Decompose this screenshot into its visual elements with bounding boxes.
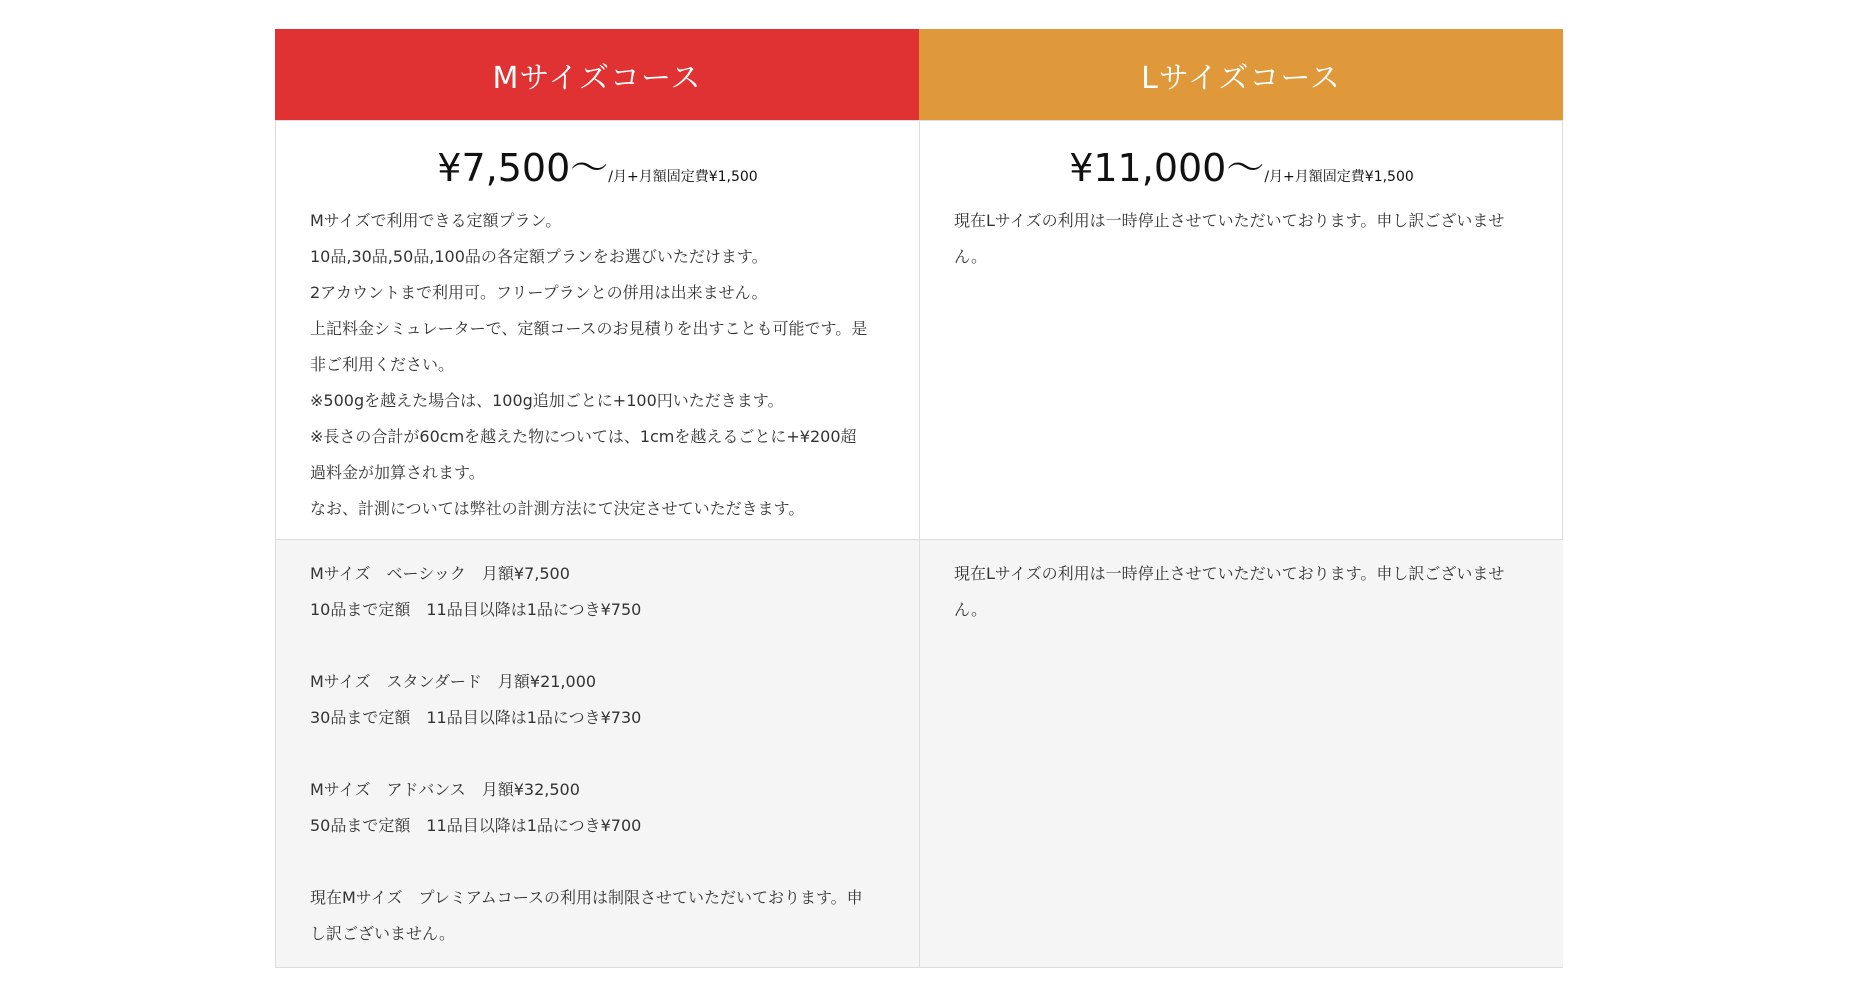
plan-line: 50品まで定額 11品目以降は1品につき¥700 bbox=[310, 816, 642, 835]
l-course-description bbox=[919, 120, 1563, 539]
l-course-title: Lサイズコース bbox=[1141, 60, 1341, 96]
l-course-price: ¥11,000〜 bbox=[1069, 146, 1265, 190]
description-line: ※500gを越えた場合は、100g追加ごとに+100円いただきます。 bbox=[310, 391, 784, 410]
plan-line: 現在Mサイズ プレミアムコースの利用は制限させていただいております。申 bbox=[310, 888, 863, 907]
plan-line: ん。 bbox=[954, 600, 987, 619]
description-line: なお、計測については弊社の計測方法にて決定させていただきます。 bbox=[310, 499, 805, 518]
plan-line: Mサイズ スタンダード 月額¥21,000 bbox=[310, 672, 597, 691]
l-course-price-note: /月+月額固定費¥1,500 bbox=[1264, 169, 1414, 185]
l-course-plans bbox=[919, 539, 1563, 967]
pricing-table bbox=[275, 29, 1563, 968]
plan-line: し訳ございません。 bbox=[310, 924, 455, 943]
description-line: Mサイズで利用できる定額プラン。 bbox=[310, 211, 562, 230]
plan-line: 10品まで定額 11品目以降は1品につき¥750 bbox=[310, 600, 642, 619]
description-line: 上記料金シミュレーターで、定額コースのお見積りを出すことも可能です。是 bbox=[310, 319, 868, 338]
m-course-price: ¥7,500〜 bbox=[437, 146, 609, 190]
m-course-description-text bbox=[310, 203, 885, 527]
plan-spacer bbox=[310, 844, 885, 880]
plan-line: 30品まで定額 11品目以降は1品につき¥730 bbox=[310, 708, 642, 727]
m-course-header bbox=[275, 29, 919, 120]
plan-line: Mサイズ アドバンス 月額¥32,500 bbox=[310, 780, 580, 799]
description-line: 過料金が加算されます。 bbox=[310, 463, 485, 482]
l-course-price-line bbox=[954, 141, 1529, 203]
description-line: 現在Lサイズの利用は一時停止させていただいております。申し訳ございませ bbox=[954, 211, 1505, 230]
description-line: 2アカウントまで利用可。フリープランとの併用は出来ません。 bbox=[310, 283, 768, 302]
l-course-description-text bbox=[954, 203, 1529, 275]
l-course-header bbox=[919, 29, 1563, 120]
description-line: 10品,30品,50品,100品の各定額プランをお選びいただけます。 bbox=[310, 247, 768, 266]
m-course-title: Mサイズコース bbox=[492, 60, 702, 96]
plan-spacer bbox=[310, 736, 885, 772]
m-course-price-line bbox=[310, 141, 885, 203]
m-course-plans bbox=[275, 539, 919, 967]
description-line: ※長さの合計が60cmを越えた物については、1cmを越えるごとに+¥200超 bbox=[310, 427, 857, 446]
plan-line: 現在Lサイズの利用は一時停止させていただいております。申し訳ございませ bbox=[954, 564, 1505, 583]
plan-spacer bbox=[310, 628, 885, 664]
description-line: ん。 bbox=[954, 247, 987, 266]
plan-line: Mサイズ ベーシック 月額¥7,500 bbox=[310, 564, 570, 583]
m-course-price-note: /月+月額固定費¥1,500 bbox=[608, 169, 758, 185]
m-course-description bbox=[275, 120, 919, 539]
description-line: 非ご利用ください。 bbox=[310, 355, 455, 374]
